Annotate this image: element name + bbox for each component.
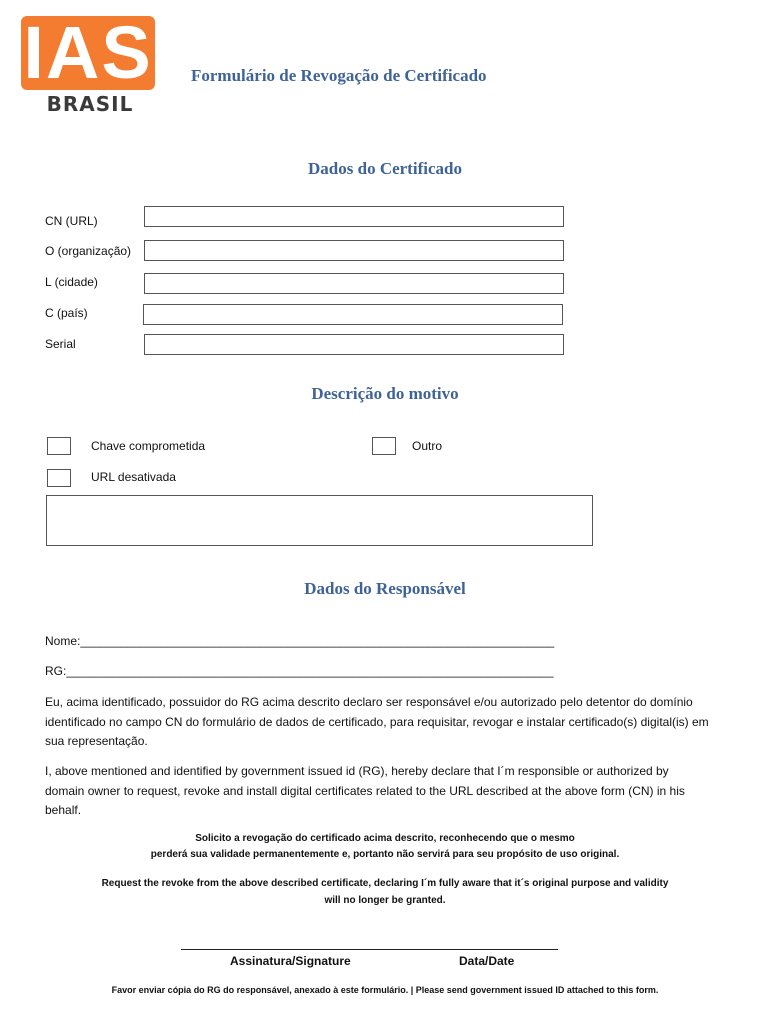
country-label: C (país) bbox=[45, 306, 88, 320]
page-title: Formulário de Revogação de Certificado bbox=[191, 66, 487, 85]
signature-line bbox=[181, 949, 558, 950]
country-input[interactable] bbox=[143, 304, 563, 325]
declaration-english: I, above mentioned and identified by government issued id (RG), hereby declare that I´m responsible or authorized by domain owner to request, revoke and install digital certificates related to the URL described at the above form (CN) in his behalf. bbox=[45, 764, 685, 817]
serial-label: Serial bbox=[45, 337, 76, 351]
reason-description-textarea[interactable] bbox=[46, 495, 593, 546]
rg-line: RG:_________________________________________________________________________ bbox=[45, 664, 554, 678]
date-label: Data/Date bbox=[459, 954, 515, 968]
serial-input[interactable] bbox=[144, 334, 564, 355]
signature-label: Assinatura/Signature bbox=[230, 954, 351, 968]
cn-input[interactable] bbox=[144, 206, 564, 227]
request-english-line-2: will no longer be granted. bbox=[324, 895, 446, 906]
logo-subtitle: BRASIL bbox=[46, 92, 134, 116]
footer-note: Favor enviar cópia do RG do responsável, anexado à este formulário. | Please send government issued ID attached to this form. bbox=[111, 985, 659, 995]
section-title-certificate: Dados do Certificado bbox=[308, 159, 462, 178]
ias-brasil-logo bbox=[21, 11, 155, 116]
other-checkbox[interactable] bbox=[372, 437, 396, 455]
other-label: Outro bbox=[412, 439, 443, 453]
url-deactivated-label: URL desativada bbox=[91, 470, 176, 484]
city-label: L (cidade) bbox=[45, 275, 98, 289]
request-portuguese-line-2: perderá sua validade permanentemente e, portanto não servirá para seu propósito de uso original. bbox=[150, 849, 620, 860]
city-input[interactable] bbox=[144, 273, 564, 294]
organization-input[interactable] bbox=[144, 240, 564, 261]
compromised-key-label: Chave comprometida bbox=[91, 439, 206, 453]
section-title-reason: Descrição do motivo bbox=[311, 384, 459, 403]
cn-label: CN (URL) bbox=[45, 214, 98, 228]
organization-label: O (organização) bbox=[45, 244, 132, 258]
logo-mark: IAS bbox=[21, 16, 155, 90]
request-portuguese-line-1: Solicito a revogação do certificado acima descrito, reconhecendo que o mesmo bbox=[195, 833, 575, 844]
request-english-line-1: Request the revoke from the above described certificate, declaring I´m fully aware that it´s original purpose and validity bbox=[101, 878, 669, 889]
name-line: Nome:_______________________________________________________________________ bbox=[45, 634, 555, 648]
compromised-key-checkbox[interactable] bbox=[47, 437, 71, 455]
declaration-portuguese: Eu, acima identificado, possuidor do RG acima descrito declaro ser responsável e/ou autorizado pelo detentor do domínio identificado no campo CN do formulário de dados de certificado, para requisitar, revogar e instalar certificado(s) digital(is) em sua representação. bbox=[45, 695, 709, 748]
url-deactivated-checkbox[interactable] bbox=[47, 469, 71, 487]
section-title-responsible: Dados do Responsável bbox=[304, 579, 466, 598]
